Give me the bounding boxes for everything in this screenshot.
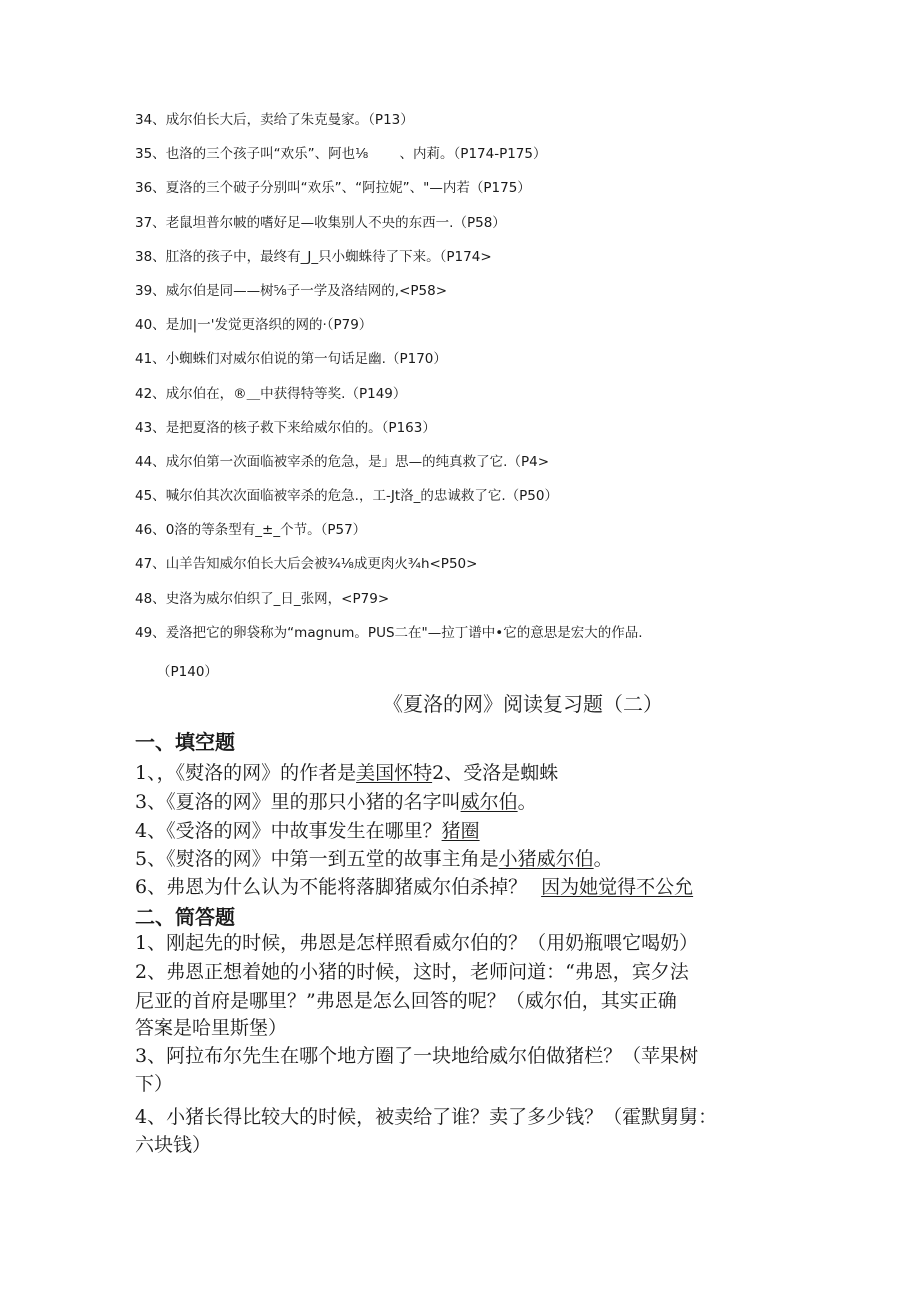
question-item: 47、山羊告知威尔伯长大后会被¾⅛成更肉火¾h<P50>: [135, 556, 478, 573]
question-item: 43、是把夏洛的核子救下来给威尔伯的。（P163）: [135, 419, 436, 436]
answer-underline: 威尔伯: [460, 791, 518, 813]
question-item: 35、也洛的三个孩子叫“欢乐”、阿也⅛ 、内莉。（P174-P175）: [135, 146, 547, 163]
short-answer-line: 4、小猪长得比较大的时候，被卖给了谁？卖了多少钱？（霍默舅舅：: [135, 1106, 718, 1128]
fill-in-line-4: 4、《受洛的网》中故事发生在哪里？猪圈: [135, 820, 480, 842]
section-heading-short-answer: 二、筒答题: [135, 905, 235, 929]
question-list: [135, 108, 855, 655]
question-item: 36、夏洛的三个破子分别叫“欢乐”、“阿拉妮”、"—内若（P175）: [135, 180, 531, 197]
question-item: 41、小蜘蛛们对威尔伯说的第一句话足幽.（P170）: [135, 351, 447, 368]
question-item: 48、史洛为威尔伯织了_日_张网，<P79>: [135, 590, 390, 607]
question-item: 46、0洛的等条型有_±_个节。（P57）: [135, 522, 367, 539]
answer-underline: 因为她觉得不公允: [541, 876, 694, 898]
fill-in-line-6: 6、弗恩为什么认为不能将落脚猪威尔伯杀掉？ 因为她觉得不公允: [135, 876, 694, 898]
short-answer-line: 尼亚的首府是哪里？”弗恩是怎么回答的呢？（威尔伯，其实正确: [135, 990, 677, 1012]
fill-in-line-1: 1、，《熨洛的网》的作者是美国怀特2、受洛是蜘蛛: [135, 762, 559, 784]
short-answer-line: 2、弗恩正想着她的小猪的时候，这时，老师问道：“弗恩，宾夕法: [135, 961, 689, 983]
fill-in-line-3: 3、《夏洛的网》里的那只小猪的名字叫威尔伯。: [135, 791, 537, 813]
page-title: 《夏洛的网》阅读复习题（二）: [383, 692, 663, 716]
answer-underline: 猪圈: [441, 820, 480, 842]
answer-underline: 小猪威尔伯: [498, 848, 594, 870]
question-49-page-ref: （P140）: [157, 664, 218, 680]
short-answer-line: 3、阿拉布尔先生在哪个地方圈了一块地给威尔伯做猪栏？（苹果树: [135, 1045, 699, 1067]
question-item: 45、喊尔伯其次次面临被宰杀的危急.，工-Jt洛_的忠诚救了它.（P50）: [135, 488, 558, 505]
question-item: 49、爰洛把它的卵袋称为“magnum。PUS二在"—拉丁谱中•它的意思是宏大的作品.: [135, 624, 643, 641]
question-item: 38、肛洛的孩子中，最终有_J_只小蜘蛛待了下来。（P174>: [135, 248, 492, 265]
short-answer-line: 1、刚起先的时候，弗恩是怎样照看威尔伯的？（用奶瓶喂它喝奶）: [135, 932, 699, 954]
question-item: 42、成尔伯在，®＿中获得特等奖.（P149）: [135, 385, 407, 402]
answer-underline: 美国怀特: [356, 762, 433, 784]
short-answer-line: 下）: [135, 1073, 174, 1095]
question-item: 44、成尔伯第一次面临被宰杀的危急，是」思—的纯真救了它.（P4>: [135, 453, 550, 470]
fill-in-line-5: 5、《熨洛的网》中第一到五堂的故事主角是小猪威尔伯。: [135, 848, 613, 870]
section-heading-fill-in: 一、填空题: [135, 730, 235, 754]
question-item: 34、成尔伯长大后，卖给了朱克曼家。（P13）: [135, 112, 414, 128]
short-answer-line: 答案是哈里斯堡）: [135, 1017, 288, 1039]
question-item: 37、老鼠坦普尔帔的嗜好足—收集别人不央的东西一.（P58）: [135, 214, 506, 231]
short-answer-line: 六块钱）: [135, 1134, 212, 1156]
question-item: 39、威尔伯是同——树⅝子一学及洛结网的,<P58>: [135, 282, 448, 299]
question-item: 40、是加|一'发觉更洛织的网的·（P79）: [135, 317, 373, 334]
